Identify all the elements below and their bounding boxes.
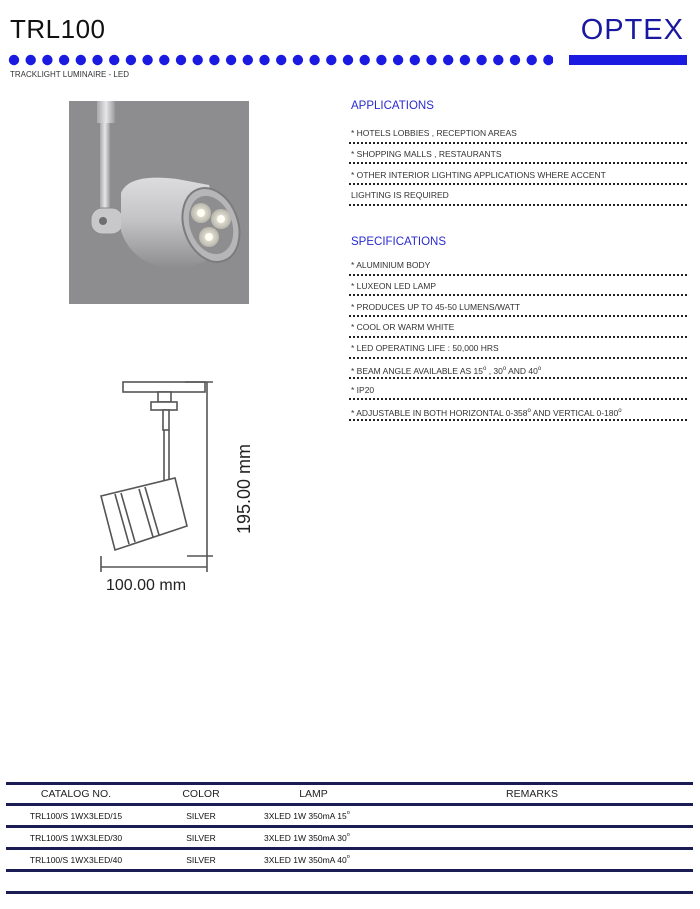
divider-dot <box>410 55 420 65</box>
height-dimension-label: 195.00 mm <box>234 443 254 534</box>
table-row <box>6 828 693 847</box>
brand-accent-bar <box>569 55 687 65</box>
cell-catalog: TRL100/S 1WX3LED/15 <box>29 810 123 821</box>
divider-dot <box>193 55 203 65</box>
cell-lamp: 3XLED 1W 350mA 30$^o$ <box>264 832 350 843</box>
width-dimension-label: 100.00 mm <box>106 577 187 594</box>
divider-dot <box>59 55 69 65</box>
list-item: * SHOPPING MALLS , RESTAURANTS <box>349 145 687 165</box>
divider-dot <box>293 55 303 65</box>
catalog-table <box>6 782 693 894</box>
list-item: * PRODUCES UP TO 45-50 LUMENS/WATT <box>349 298 687 318</box>
divider-dot <box>393 55 403 65</box>
cell-lamp: 3XLED 1W 350mA 15$^o$ <box>264 810 350 821</box>
divider-dot <box>159 55 169 65</box>
header-lamp: LAMP <box>299 788 328 800</box>
divider-dot <box>360 55 370 65</box>
divider-dot <box>142 55 152 65</box>
specifications-title: SPECIFICATIONS <box>351 236 446 248</box>
divider-dot <box>109 55 119 65</box>
list-item: * COOL OR WARM WHITE <box>349 318 687 338</box>
header-color: COLOR <box>182 788 220 800</box>
divider-dot <box>326 55 336 65</box>
divider-dot <box>376 55 386 65</box>
divider-dot <box>460 55 470 65</box>
divider-dot <box>9 55 19 65</box>
list-item: * IP20 <box>349 381 687 401</box>
divider-dot <box>92 55 102 65</box>
list-item: LIGHTING IS REQUIRED <box>349 186 687 206</box>
applications-list <box>349 124 687 207</box>
header-catalog: CATALOG NO. <box>40 788 112 800</box>
cell-color: SILVER <box>186 832 216 843</box>
tracklight-illustration <box>69 101 249 304</box>
list-item: * ALUMINIUM BODY <box>349 256 687 276</box>
divider-dot <box>309 55 319 65</box>
cell-color: SILVER <box>186 810 216 821</box>
header-remarks: REMARKS <box>506 788 558 800</box>
divider-dot <box>176 55 186 65</box>
divider-dot <box>443 55 453 65</box>
model-title: TRL100 <box>10 14 106 44</box>
divider-dot <box>26 55 36 65</box>
divider-dot <box>527 55 537 65</box>
list-item: * OTHER INTERIOR LIGHTING APPLICATIONS WHERE ACCENT <box>349 166 687 186</box>
applications-title: APPLICATIONS <box>351 100 434 112</box>
divider-dot <box>126 55 136 65</box>
divider-dot <box>226 55 236 65</box>
product-photo <box>69 101 249 304</box>
divider-dot <box>543 55 553 65</box>
divider-dot <box>343 55 353 65</box>
table-rule <box>6 891 693 894</box>
list-item-adjustable: * ADJUSTABLE IN BOTH HORIZONTAL 0-358$^o$ AND VERTICAL 0-180$^o$ <box>349 402 687 422</box>
cell-catalog: TRL100/S 1WX3LED/30 <box>29 832 123 843</box>
cell-catalog: TRL100/S 1WX3LED/40 <box>29 854 123 865</box>
table-header-row <box>6 785 693 803</box>
list-item: * HOTELS LOBBIES , RECEPTION AREAS <box>349 124 687 144</box>
divider-dot <box>259 55 269 65</box>
divider-dot <box>42 55 52 65</box>
divider-dot <box>276 55 286 65</box>
divider-dot <box>510 55 520 65</box>
list-item: * LED OPERATING LIFE : 50,000 HRS <box>349 339 687 359</box>
dotted-divider <box>8 54 553 66</box>
list-item: * LUXEON LED LAMP <box>349 277 687 297</box>
cell-lamp: 3XLED 1W 350mA 40$^o$ <box>264 854 350 865</box>
table-row <box>6 850 693 869</box>
divider-dot <box>493 55 503 65</box>
divider-dot <box>426 55 436 65</box>
table-row <box>6 806 693 825</box>
list-item-beam-angle: * BEAM ANGLE AVAILABLE AS 15$^o$ , 30$^o$ AND 40$^o$ <box>349 360 687 380</box>
product-subtitle: TRACKLIGHT LUMINAIRE - LED <box>10 70 129 79</box>
cell-color: SILVER <box>186 854 216 865</box>
divider-dot <box>76 55 86 65</box>
divider-dot <box>476 55 486 65</box>
specifications-list <box>349 256 687 422</box>
divider-dot <box>243 55 253 65</box>
divider-dot <box>209 55 219 65</box>
brand-logo: OPTEX <box>580 14 684 46</box>
dimension-drawing <box>55 366 295 606</box>
